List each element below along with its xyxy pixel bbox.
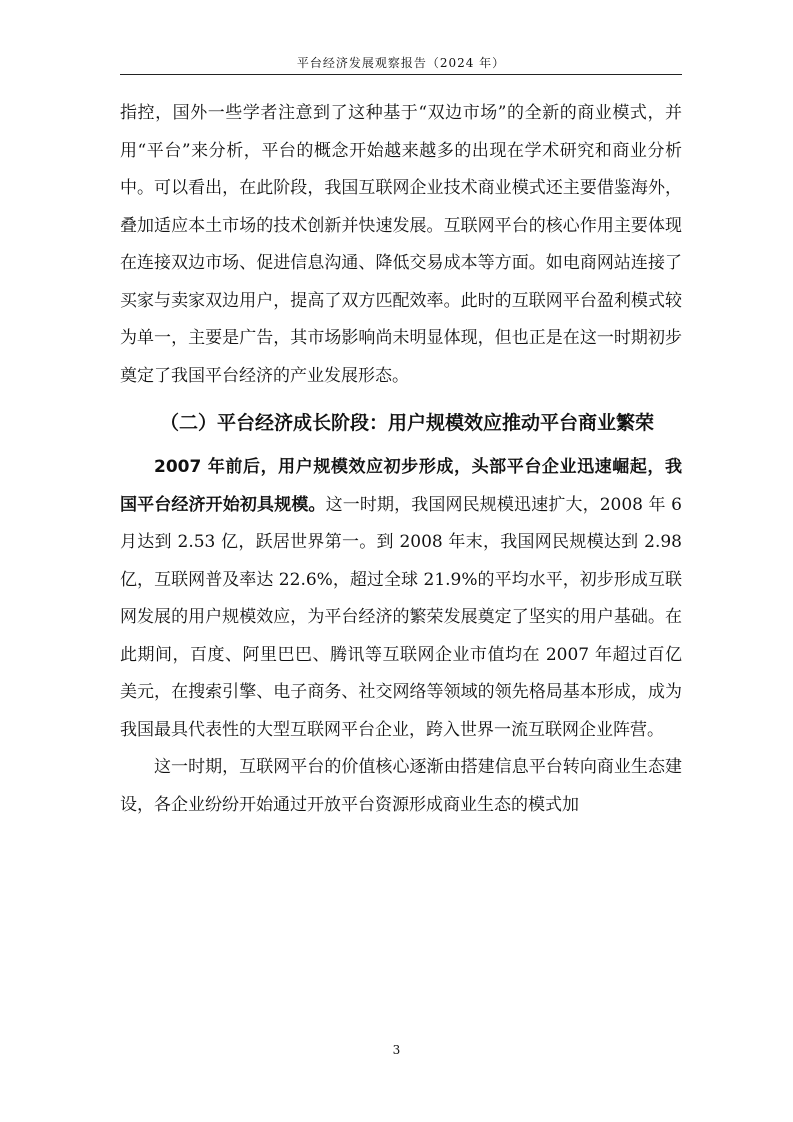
section-heading: （二）平台经济成长阶段：用户规模效应推动平台商业繁荣 [160, 412, 655, 434]
header-divider [120, 74, 682, 75]
running-header: 平台经济发展观察报告（2024 年） [296, 56, 506, 70]
paragraph-ecosystem: 这一时期，互联网平台的价值核心逐渐由搭建信息平台转向商业生态建设，各企业纷纷开始通过开放平台资源形成商业生态的模式加 [120, 757, 682, 815]
paragraph-body-text: 这一时期，我国网民规模迅速扩大，2008 年 6 月达到 2.53 亿，跃居世界第一。到 2008 年末，我国网民规模达到 2.98 亿，互联网普及率达 22.6%，超过全球 21.9%的平均水平，初步形成互联网发展的用户规模效应，为平台经济的繁荣发展奠定了坚实的用户基础。在此期间，百度、阿里巴巴、腾讯等互联网企业市值均在 2007 年超过百亿美元，在搜索引擎、电子商务、社交网络等领域的领先格局基本形成，成为我国最具代表性的大型互联网平台企业，跨入世界一流互联网企业阵营。 [120, 494, 682, 740]
paragraph-lead-bold: 2007 年前后，用户规模效应初步形成，头部平台企业迅速崛起，我国平台经济开始初具规模。 [120, 457, 682, 515]
page-number: 3 [392, 1043, 401, 1057]
page-body [120, 95, 682, 824]
paragraph-growth-stage [120, 449, 682, 749]
paragraph-continued: 指控，国外一些学者注意到了这种基于“双边市场”的全新的商业模式，并用“平台”来分析，平台的概念开始越来越多的出现在学术研究和商业分析中。可以看出，在此阶段，我国互联网企业技术商业模式还主要借鉴海外，叠加适应本土市场的技术创新并快速发展。互联网平台的核心作用主要体现在连接双边市场、促进信息沟通、降低交易成本等方面。如电商网站连接了买家与卖家双边用户，提高了双方匹配效率。此时的互联网平台盈利模式较为单一，主要是广告，其市场影响尚未明显体现，但也正是在这一时期初步奠定了我国平台经济的产业发展形态。 [120, 103, 682, 386]
